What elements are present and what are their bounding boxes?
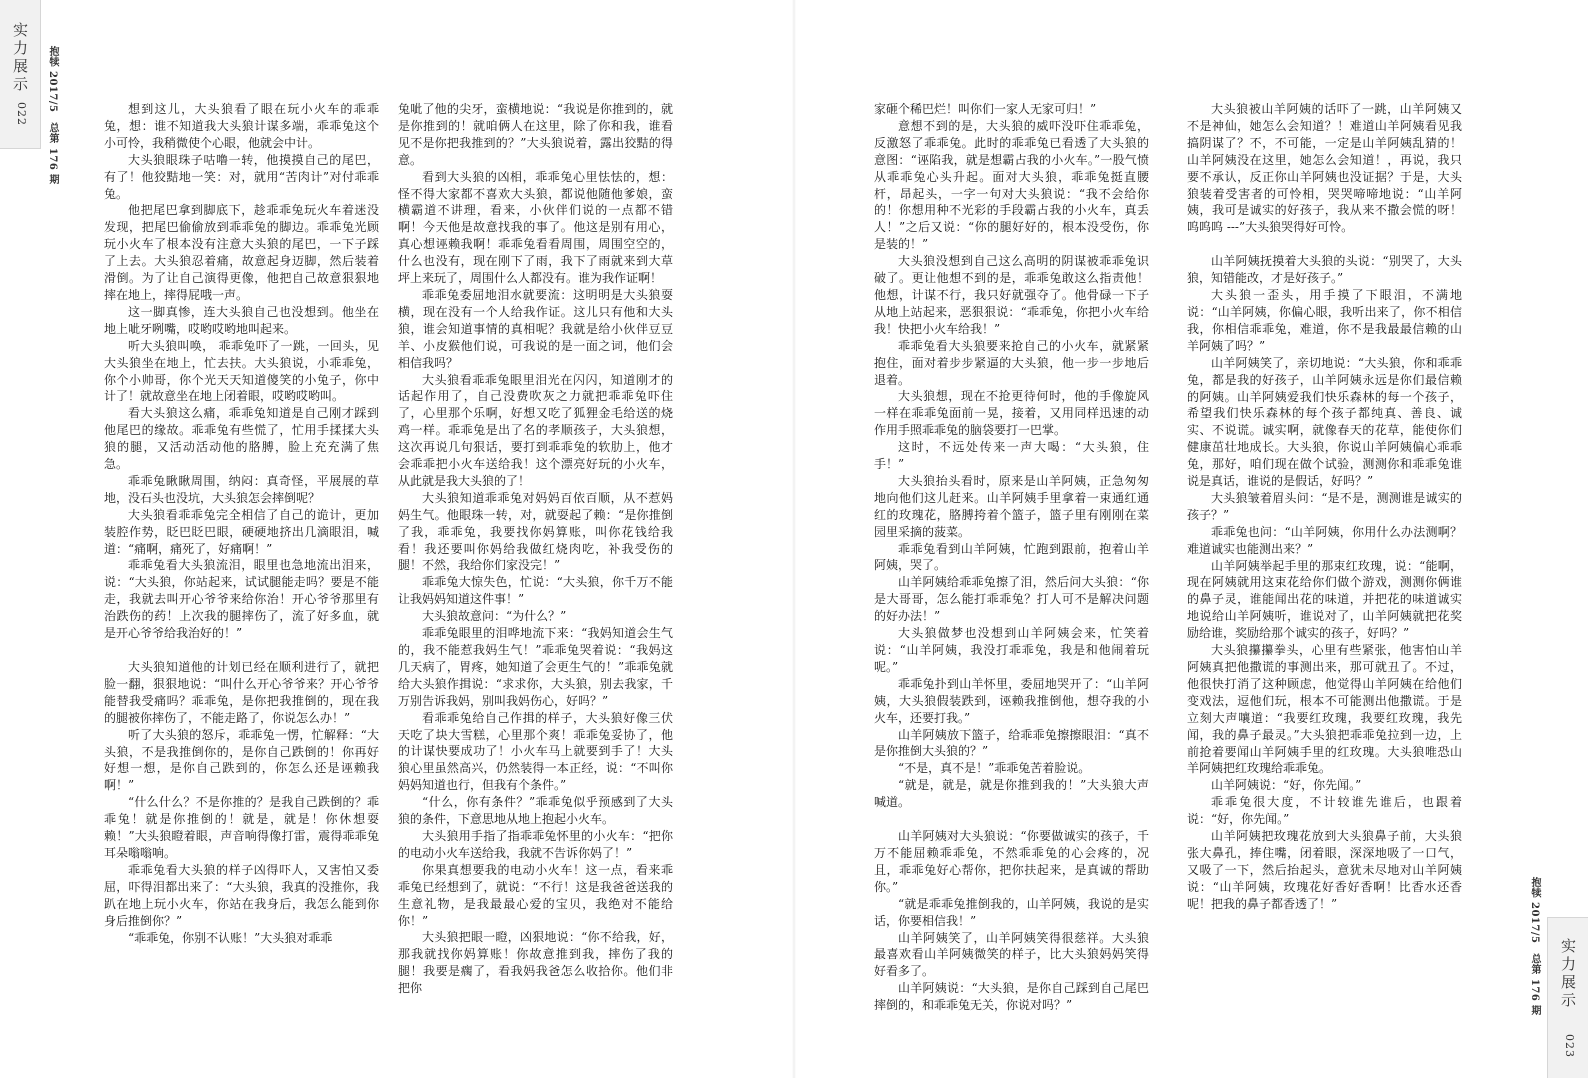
- paragraph: 大头狼眼珠子咕噜一转，他摸摸自己的尾巴，有了！他狡黠地一笑：对，就用“苦肉计”对付乖乖兔。: [104, 152, 379, 201]
- paragraph: “不是，真不是！”乖乖兔苦着脸说。: [898, 761, 1091, 776]
- section-tab: [1547, 917, 1588, 1078]
- section-label: 实力展示: [1559, 938, 1577, 1010]
- paragraph: “乖乖兔，你别不认账！”大头狼对乖乖: [128, 930, 333, 945]
- paragraph: 大头狼想，现在不抢更待何时，他的手像旋风一样在乖乖兔面前一晃，接着，又用同样迅速的动作用手照乖乖兔的脑袋要打一巴掌。: [874, 389, 1149, 438]
- paragraph: 大头狼没想到自己这么高明的阴谋被乖乖兔识破了。更让他想不到的是，乖乖兔敢这么指责他！他想，计谋不行，我只好就强夺了。他骨碌一下子从地上站起来，恶狠狠说：“乖乖兔，你把小火车给我！快把小火车给我！”: [874, 254, 1149, 336]
- right-page: [794, 0, 1588, 1078]
- text-column-3: [874, 101, 1149, 1013]
- paragraph: 大头狼抬头看时，原来是山羊阿姨，正急匆匆地向他们这儿赶来。山羊阿姨手里拿着一束通红通红的玫瑰花，胳膊挎着个篮子，篮子里有刚刚在菜园里采摘的菠菜。: [874, 473, 1149, 539]
- text-column-1: [104, 101, 379, 981]
- paragraph: 乖乖兔大惊失色，忙说：“大头狼，你千万不能让我妈妈知道这件事！”: [398, 575, 673, 607]
- paragraph: 看大头狼这么痛，乖乖兔知道是自己刚才踩到他尾巴的缘故。乖乖兔有些慌了，忙用手揉揉大头狼的腿，又活动活动他的胳膊，脸上充充满了焦急。: [104, 406, 379, 472]
- paragraph: 大头狼皱着眉头问：“是不是，测测谁是诚实的孩子？”: [1187, 490, 1462, 522]
- paragraph: “就是乖乖兔推倒我的，山羊阿姨，我说的是实话，你要相信我！”: [874, 896, 1149, 928]
- paragraph: 乖乖兔委屈地泪水就要流：这明明是大头狼耍横，现在没有一个人给我作证。这儿只有他和大头狼，谁会知道事情的真相呢？我就是给小伙伴豆豆羊、小皮猴他们说，可我说的是一面之词，他们会相信我吗？: [398, 287, 673, 370]
- paragraph: 大头狼看乖乖兔完全相信了自己的诡计，更加装腔作势，眨巴眨巴眼，硬硬地挤出几滴眼泪，喊道：“痛啊，痛死了，好痛啊！”: [104, 507, 379, 556]
- paragraph: 这时，不远处传来一声大喝：“大头狼，住手！”: [874, 440, 1149, 472]
- paragraph: “什么，你有条件？”乖乖兔似乎预感到了大头狼的条件，下意思地从地上抱起小火车。: [398, 795, 673, 827]
- paragraph: 山羊阿姨给乖乖兔擦了泪，然后问大头狼：“你是大哥哥，怎么能打乖乖兔？打人可不是解决问题的好办法！”: [874, 575, 1149, 624]
- paragraph: 山羊阿姨说：“好，你先闻。”: [1211, 778, 1362, 793]
- paragraph: 乖乖兔扑到山羊怀里，委屈地哭开了：“山羊阿姨，大头狼假装跌到，诬赖我推倒他，想夺我的小火车，还要打我。”: [874, 676, 1149, 725]
- paragraph: 他把尾巴拿到脚底下，趁乖乖兔玩火车着迷没发现，把尾巴偷偷放到乖乖兔的脚边。乖乖兔光顾玩小火车了根本没有注意大头狼的尾巴，一下子踩了上去。大头狼忍着痛，故意起身迈脚，然后装着滑倒。为了让自己演得更像，他把自己故意狠狠地摔在地上，摔得屁哦一声。: [104, 203, 379, 302]
- paragraph: 兔呲了他的尖牙，蛮横地说：“我说是你推到的，就是你推到的！就咱俩人在这里，除了你和我，谁看见不是你把我推到的？”大头狼说着，露出狡黠的得意。: [398, 102, 673, 167]
- paragraph: 乖乖兔看大头狼流泪，眼里也急地流出泪来，说：“大头狼，你站起来，试试腿能走吗？要是不能走，我就去叫开心爷爷来给你治！开心爷爷那里有治跌伤的药！上次我的腿摔伤了，流了好多血，就是开心爷爷给我治好的！”: [104, 558, 379, 641]
- paragraph: 看到大头狼的凶相，乖乖兔心里怯怯的，想：怪不得大家都不喜欢大头狼，都说他随他爹娘，蛮横霸道不讲理，看来，小伙伴们说的一点都不错啊！今天他是故意找我的事了。他这是别有用心，真心想诬赖我啊！乖乖兔看看周围，周围空空的，什么也没有，现在刚下了雨，我下了雨就来到大草坪上来玩了，周围什么人都没有。谁为我作证啊！: [398, 169, 673, 286]
- paragraph: 山羊阿姨对大头狼说：“你要做诚实的孩子，千万不能屈赖乖乖兔，不然乖乖兔的心会疼的，况且，乖乖兔好心帮你，把你扶起来，是真诚的帮助你。”: [874, 829, 1149, 894]
- paragraph: 看乖乖兔给自己作揖的样子，大头狼好像三伏天吃了块大雪糕，心里那个爽！乖乖兔妥协了，他的计谋快要成功了！小火车马上就要到手了！大头狼心里虽然高兴，仍然装得一本正经，说：“不叫你妈妈知道也行，但我有个条件。”: [398, 710, 673, 793]
- paragraph: 山羊阿姨说：“大头狼，是你自己踩到自己尾巴摔倒的，和乖乖兔无关，你说对吗？”: [874, 981, 1149, 1013]
- paragraph: 大头狼攥攥拳头，心里有些紧张，他害怕山羊阿姨真把他撒谎的事测出来，那可就丑了。不过，他很快打消了这种顾虑，他觉得山羊阿姨在给他们变戏法，逗他们玩，根本不可能测出他撒谎。于是立刻大声嚷道：“我要红玫瑰，我要红玫瑰，我先闻，我的鼻子最灵。”大头狼把乖乖兔拉到一边，上前抢着要闻山羊阿姨手里的红玫瑰。大头狼唯恐山羊阿姨把红玫瑰给乖乖兔。: [1187, 643, 1462, 776]
- paragraph: 你果真想要我的电动小火车！这一点，看来乖乖兔已经想到了，就说：“不行！这是我爸爸送我的生意礼物，是我最最心爱的宝贝，我绝对不能给你！”: [398, 862, 673, 928]
- paragraph: 家砸个稀巴烂！叫你们一家人无家可归！”: [874, 102, 1097, 116]
- section-label: 实力展示: [11, 22, 29, 94]
- paragraph: 乖乖兔眼里的泪哗地流下来：“我妈知道会生气的，我不能惹我妈生气！”乖乖兔哭着说：“我妈这几天病了，胃疼，她知道了会更生气的！”乖乖兔就给大头狼作揖说：“求求你，大头狼，别去我家，千万别告诉我妈，别叫我妈伤心，好吗？”: [398, 626, 673, 708]
- paragraph: 想到这儿，大头狼看了眼在玩小火车的乖乖兔，想：谁不知道我大头狼计谋多端，乖乖兔这个小可怜，我稍微使个心眼，他就会中计。: [104, 102, 379, 150]
- paragraph: 大头狼做梦也没想到山羊阿姨会来，忙笑着说：“山羊阿姨，我没打乖乖兔，我是和他闹着玩呢。”: [874, 626, 1149, 674]
- issue-label: 抱犊 2017/5 总第 176 期: [1529, 877, 1540, 1016]
- paragraph: 大头狼一歪头，用手摸了下眼泪，不满地说：“山羊阿姨，你偏心眼，我听出来了，你不相信我，你相信乖乖兔，难道，你不是我最最信赖的山羊阿姨了吗？”: [1187, 288, 1462, 353]
- paragraph: 山羊阿姨把玫瑰花放到大头狼鼻子前，大头狼张大鼻孔，捧住嘴，闭着眼，深深地吸了一口气，又吸了一下，然后抬起头，意犹未尽地对山羊阿姨说：“山羊阿姨，玫瑰花好香好香啊！比香水还香呢！把我的鼻子都香透了！”: [1187, 829, 1462, 911]
- paragraph: 大头狼被山羊阿姨的话吓了一跳，山羊阿姨又不是神仙，她怎么会知道？！难道山羊阿姨看见我搞阴谋了？不，不可能，一定是山羊阿姨乱猜的！山羊阿姨没在这里，她怎么会知道！，再说，我只要不承认，反正你山羊阿姨也没证据？于是，大头狼装着受害者的可怜相，哭哭啼啼地说：“山羊阿姨，我可是诚实的好孩子，我从来不撒会慌的呀！呜呜呜 ---”大头狼哭得好可怜。: [1187, 102, 1462, 235]
- paragraph: 山羊阿姨放下篮子，给乖乖兔擦擦眼泪：“真不是你推倒大头狼的？”: [874, 727, 1149, 759]
- paragraph: 大头狼看乖乖兔眼里泪光在闪闪，知道刚才的话起作用了，自己没费吹灰之力就把乖乖兔吓住了，心里那个乐啊，好想又吃了狐狸金毛给送的烧鸡一样。乖乖兔是出了名的孝顺孩子，大头狼想，这次再说几句狠话，要打到乖乖兔的软肋上，他才会乖乖把小火车送给我！这个漂亮好玩的小火车，从此就是我大头狼的了！: [398, 372, 673, 488]
- paragraph: 乖乖兔看大头狼的样子凶得吓人，又害怕又委屈，吓得泪都出来了：“大头狼，我真的没推你，我趴在地上玩小火车，你站在我身后，我怎么能到你身后推倒你？”: [104, 862, 379, 928]
- paragraph: 乖乖兔看大头狼要来抢自己的小火车，就紧紧抱住，面对着步步紧逼的大头狼，他一步一步地后退着。: [874, 338, 1149, 387]
- paragraph: 山羊阿姨抚摸着大头狼的头说：“别哭了，大头狼，知错能改，才是好孩子。”: [1187, 254, 1462, 286]
- paragraph: 意想不到的是，大头狼的威吓没吓住乖乖兔，反激怒了乖乖兔。此时的乖乖兔已看透了大头狼的意图：“诬陷我，就是想霸占我的小火车。”一股气愤从乖乖兔心头升起。面对大头狼，乖乖兔挺直腰杆，昂起头，一字一句对大头狼说：“我不会给你的！你想用种不光彩的手段霸占我的小火车，真丢人！”之后又说：“你的腿好好的，根本没受伤，你是装的！”: [874, 118, 1149, 252]
- paragraph: 乖乖兔很大度，不计较谁先谁后，也跟着说：“好，你先闻。”: [1187, 795, 1462, 827]
- paragraph: 乖乖兔瞅瞅周围，纳闷：真奇怪，平展展的草地，没石头也没坑，大头狼怎会摔倒呢？: [104, 473, 379, 505]
- paragraph: 听了大头狼的怒斥，乖乖兔一愣，忙解释：“大头狼，不是我推倒你的，是你自己跌倒的！你再好好想一想，是你自己跌到的，你怎么还是诬赖我啊！”: [104, 727, 379, 793]
- paragraph: 山羊阿姨举起手里的那束红玫瑰，说：“能啊，现在阿姨就用这束花给你们做个游戏，测测你俩谁的鼻子灵，谁能闻出花的味道，并把花的味道诚实地说给山羊阿姨听，谁说对了，山羊阿姨就把花奖励给谁，奖励给那个诚实的孩子，好吗？”: [1187, 558, 1462, 641]
- paragraph: 大头狼用手指了指乖乖兔怀里的小火车：“把你的电动小火车送给我，我就不告诉你妈了！”: [398, 828, 673, 860]
- issue-label: 抱犊 2017/5 总第 176 期: [47, 46, 58, 185]
- paragraph: 大头狼把眼一瞪，凶狠地说：“你不给我，好，那我就找你妈算账！你故意推到我，摔伤了我的腿！我要是瘸了，看我妈我爸怎么收拾你。他们非把你: [398, 930, 673, 996]
- paragraph: 听大头狼叫唤， 乖乖兔吓了一跳，一回头，见大头狼坐在地上，忙去扶。大头狼说，小乖乖兔，你个小帅哥，你个光天天知道傻笑的小兔子，你中计了！就故意坐在地上闭着眼，哎哟哎哟叫。: [104, 338, 379, 404]
- text-column-2: [398, 101, 673, 996]
- paragraph: 乖乖兔也问：“山羊阿姨，你用什么办法测啊？难道诚实也能测出来？”: [1187, 524, 1462, 556]
- paragraph: 山羊阿姨笑了，亲切地说：“大头狼，你和乖乖兔，都是我的好孩子，山羊阿姨永远是你们最信赖的阿姨。山羊阿姨爱我们快乐森林的每一个孩子，希望我们快乐森林的每个孩子都纯真、善良、诚实、不说谎。诚实啊，就像春天的花草，能使你们健康茁壮地成长。大头狼，你说山羊阿姨偏心乖乖兔，那好，咱们现在做个试验，测测你和乖乖兔谁说是真话，谁说的是假话，好吗？”: [1187, 355, 1462, 489]
- page-number: 023: [1563, 1034, 1576, 1058]
- text-column-4: [1187, 101, 1462, 996]
- page-number: 022: [15, 102, 28, 126]
- paragraph: 山羊阿姨笑了，山羊阿姨笑得很慈祥。大头狼最喜欢看山羊阿姨微笑的样子，比大头狼妈妈笑得好看多了。: [874, 930, 1149, 979]
- paragraph: “就是，就是，就是你推到我的！”大头狼大声喊道。: [874, 778, 1149, 810]
- paragraph: “什么什么？不是你推的？是我自己跌倒的？乖乖兔！就是你推倒的！就是，就是！你休想耍赖！”大头狼瞪着眼，声音响得像打雷，震得乖乖兔耳朵嗡嗡响。: [104, 795, 379, 860]
- paragraph: 乖乖兔看到山羊阿姨，忙跑到跟前，抱着山羊阿姨，哭了。: [874, 541, 1149, 573]
- paragraph: 大头狼知道他的计划已经在顺利进行了，就把脸一翻，狠狠地说：“叫什么开心爷爷来？开心爷爷能替我受痛吗？乖乖兔，是你把我推倒的，现在我的腿被你摔伤了，不能走路了，你说怎么办！”: [104, 660, 379, 725]
- section-tab: [0, 0, 41, 149]
- paragraph: 大头狼故意问：“为什么？”: [422, 609, 567, 624]
- paragraph: 这一脚真惨，连大头狼自己也没想到。他坐在地上呲牙咧嘴，哎哟哎哟地叫起来。: [104, 304, 379, 336]
- paragraph: 大头狼知道乖乖兔对妈妈百依百顺，从不惹妈妈生气。他眼珠一转，对，就耍起了赖：“是你推倒了我，乖乖兔，我要找你妈算账，叫你花钱给我看！我还要叫你妈给我做红烧肉吃，补我受伤的腿！不然，我给你们家没完！”: [398, 490, 673, 573]
